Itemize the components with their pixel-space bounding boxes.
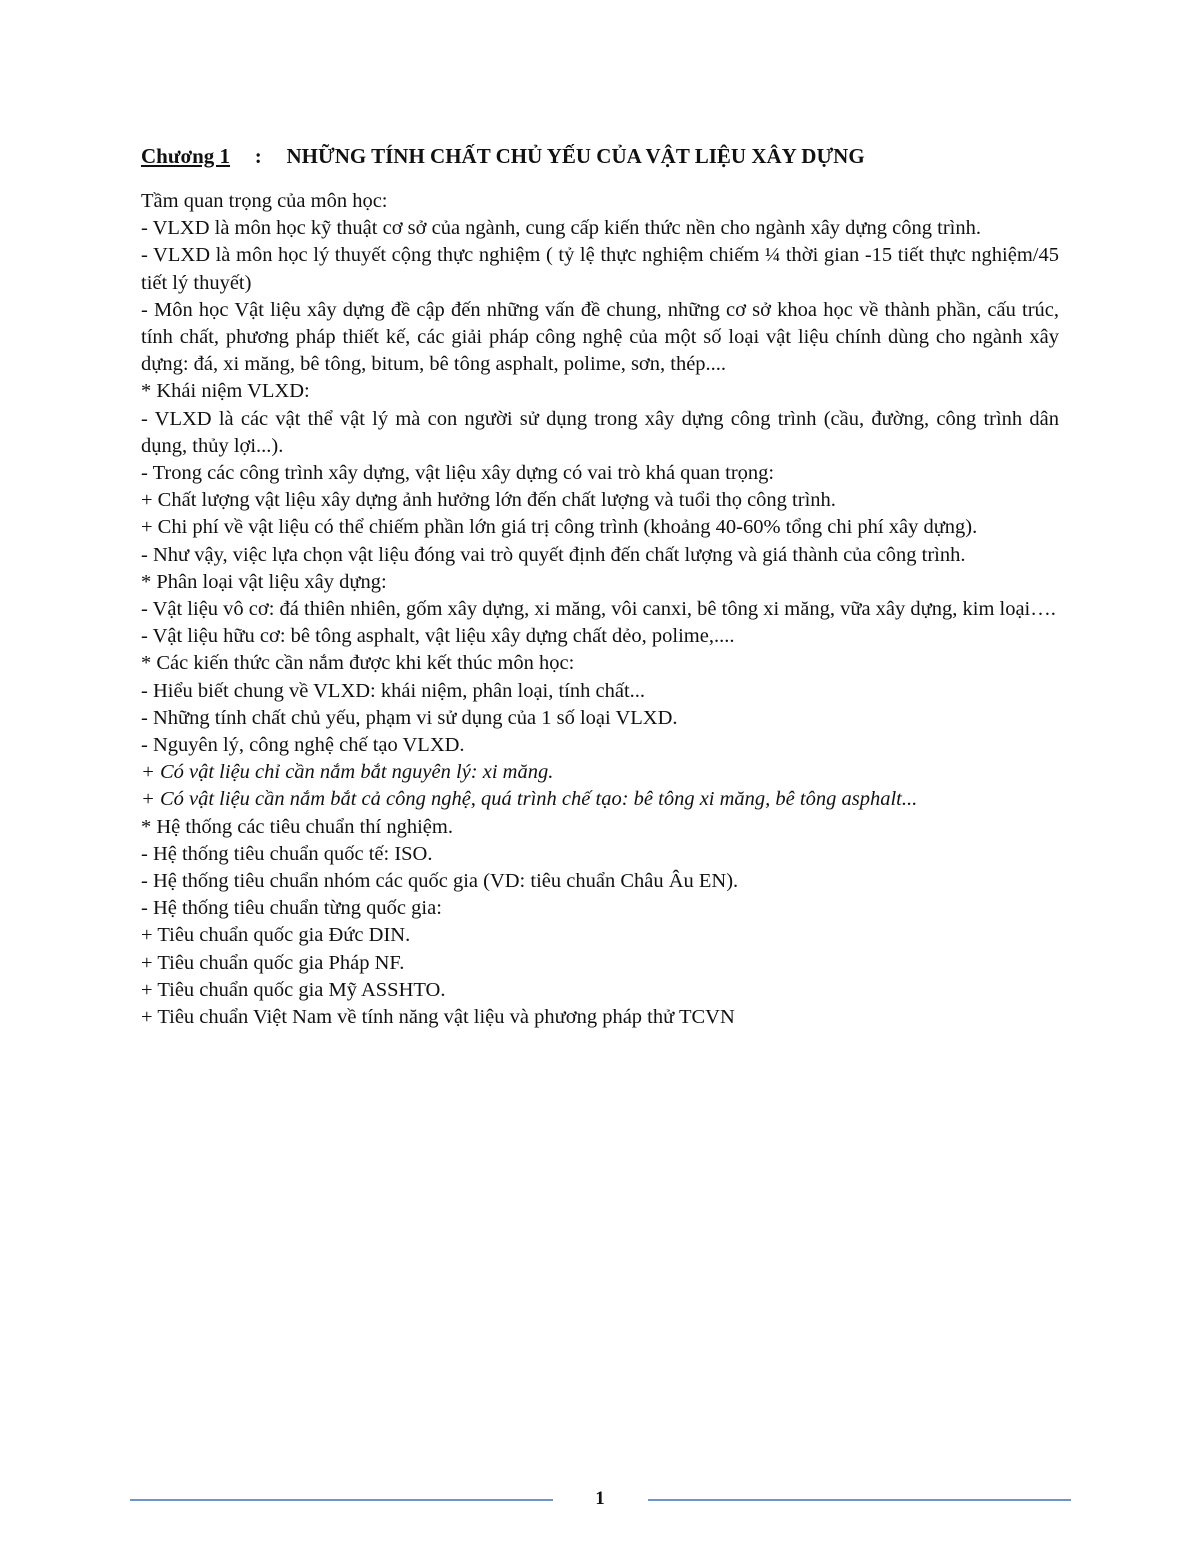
paragraph-line: - Hệ thống tiêu chuẩn nhóm các quốc gia (VD: tiêu chuẩn Châu Âu EN). xyxy=(141,870,739,893)
page-footer xyxy=(130,1488,1071,1512)
italic-line: + Có vật liệu cần nắm bắt cả công nghệ, quá trình chế tạo: bê tông xi măng, bê tông asphalt... xyxy=(141,788,918,811)
paragraph-line: + Tiêu chuẩn Việt Nam về tính năng vật liệu và phương pháp thử TCVN xyxy=(141,1006,735,1029)
footer-rule-right xyxy=(648,1499,1071,1501)
chapter-heading xyxy=(141,144,1071,169)
page-number: 1 xyxy=(595,1488,605,1509)
heading-separator: : xyxy=(254,144,262,168)
footer-rule-left xyxy=(130,1499,553,1501)
paragraph-line: - Những tính chất chủ yếu, phạm vi sử dụng của 1 số loại VLXD. xyxy=(141,706,678,729)
section-heading-classification: * Phân loại vật liệu xây dựng: xyxy=(141,570,387,593)
paragraph-line: + Chất lượng vật liệu xây dựng ảnh hưởng lớn đến chất lượng và tuổi thọ công trình. xyxy=(141,489,836,512)
section-heading-importance: Tầm quan trọng của môn học: xyxy=(141,190,388,212)
paragraph-line: - Vật liệu vô cơ: đá thiên nhiên, gốm xây dựng, xi măng, vôi canxi, bê tông xi măng, vữa xây dựng, kim loại…. xyxy=(141,598,1056,621)
paragraph-line: - Vật liệu hữu cơ: bê tông asphalt, vật liệu xây dựng chất dẻo, polime,.... xyxy=(141,625,735,648)
section-heading-concept: * Khái niệm VLXD: xyxy=(141,380,310,403)
paragraph-line: - Hệ thống tiêu chuẩn quốc tế: ISO. xyxy=(141,842,433,865)
paragraph-line: + Tiêu chuẩn quốc gia Mỹ ASSHTO. xyxy=(141,978,446,1001)
document-body xyxy=(141,188,1059,1031)
paragraph-line: - Nguyên lý, công nghệ chế tạo VLXD. xyxy=(141,734,465,757)
paragraph-line: - VLXD là môn học kỹ thuật cơ sở của ngành, cung cấp kiến thức nền cho ngành xây dựng công trình. xyxy=(141,217,981,240)
paragraph-line: + Tiêu chuẩn quốc gia Pháp NF. xyxy=(141,951,405,974)
paragraph-line: - Hiểu biết chung về VLXD: khái niệm, phân loại, tính chất... xyxy=(141,679,646,702)
paragraph-line: + Chi phí về vật liệu có thể chiếm phần lớn giá trị công trình (khoảng 40-60% tổng chi phí xây dựng). xyxy=(141,516,978,539)
paragraph-line: - Trong các công trình xây dựng, vật liệu xây dựng có vai trò khá quan trọng: xyxy=(141,462,775,485)
paragraph-line: + Tiêu chuẩn quốc gia Đức DIN. xyxy=(141,924,411,947)
paragraph-line: - Như vậy, việc lựa chọn vật liệu đóng vai trò quyết định đến chất lượng và giá thành của công trình. xyxy=(141,543,966,566)
paragraph-line: - VLXD là các vật thể vật lý mà con người sử dụng trong xây dựng công trình (cầu, đường, công trình dân dụng, thủy lợi...). xyxy=(141,407,1059,457)
chapter-title: NHỮNG TÍNH CHẤT CHỦ YẾU CỦA VẬT LIỆU XÂY DỰNG xyxy=(286,144,865,168)
section-heading-knowledge: * Các kiến thức cần nắm được khi kết thúc môn học: xyxy=(141,652,575,675)
chapter-number: Chương 1 xyxy=(141,144,231,168)
italic-line: + Có vật liệu chỉ cần nắm bắt nguyên lý: xi măng. xyxy=(141,761,554,784)
paragraph-line: - VLXD là môn học lý thuyết cộng thực nghiệm ( tỷ lệ thực nghiệm chiếm ¼ thời gian -15 tiết thực nghiệm/45 tiết lý thuyết) xyxy=(141,244,1059,294)
paragraph-line: - Hệ thống tiêu chuẩn từng quốc gia: xyxy=(141,897,442,920)
section-heading-standards: * Hệ thống các tiêu chuẩn thí nghiệm. xyxy=(141,815,453,838)
paragraph-line: - Môn học Vật liệu xây dựng đề cập đến những vấn đề chung, những cơ sở khoa học về thành phần, cấu trúc, tính chất, phương pháp thiết kế, các giải pháp công nghệ của một số loại vật liệu chính dùng cho ngành xây dựng: đá, xi măng, bê tông, bitum, bê tông asphalt, polime, sơn, thép.... xyxy=(141,298,1059,376)
